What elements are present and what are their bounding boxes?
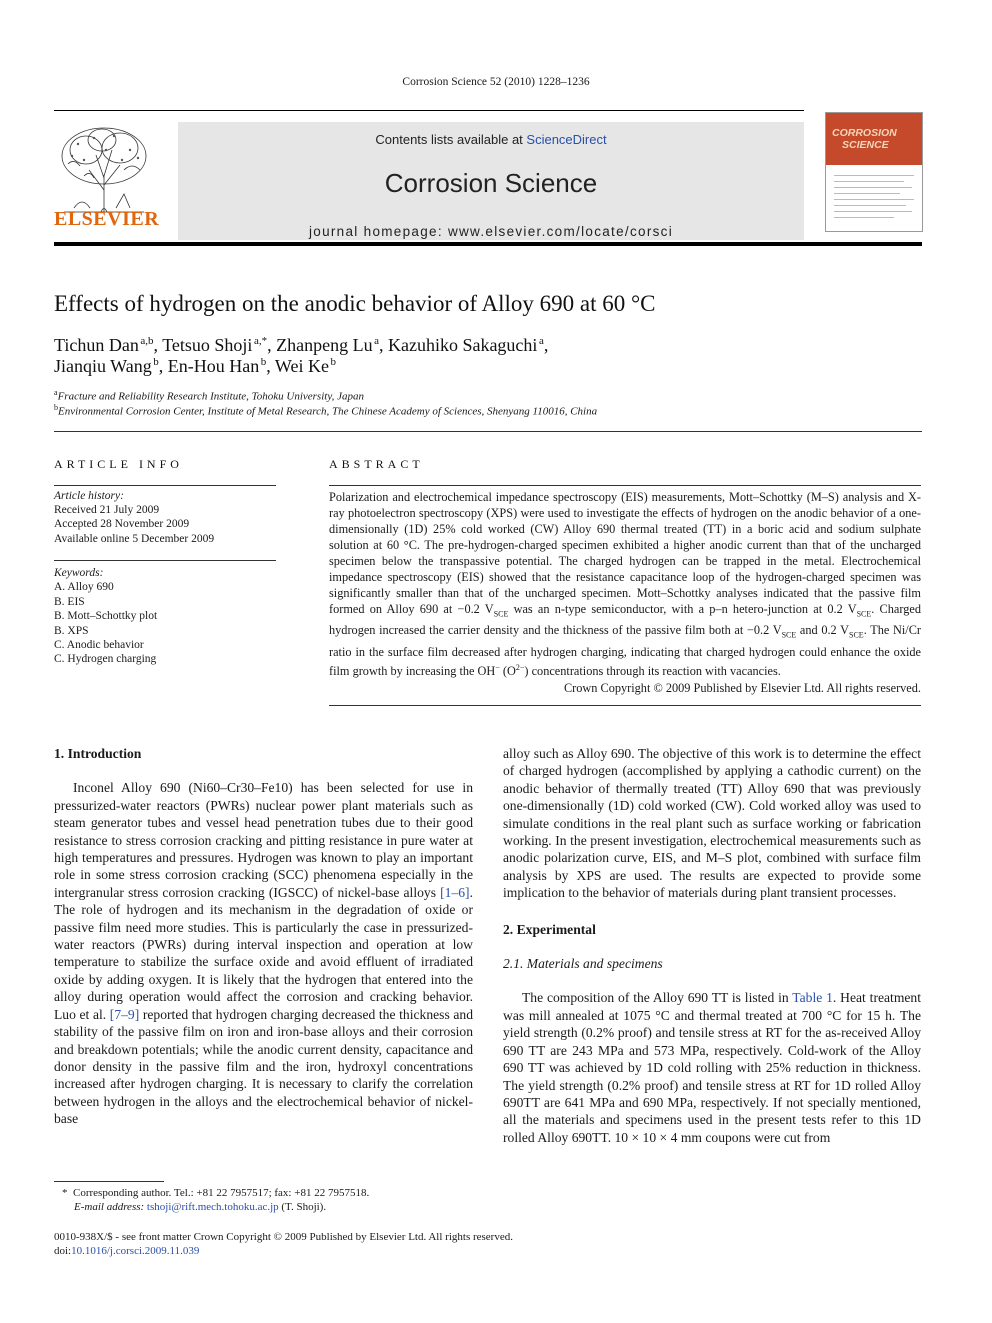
keyword: B. XPS — [54, 624, 89, 637]
cover-line — [834, 211, 912, 212]
author-name: En-Hou Han — [167, 356, 260, 376]
elsevier-logo-text: ELSEVIER — [54, 208, 160, 230]
citation-link[interactable]: [1–6] — [440, 884, 470, 900]
author-name: Wei Ke — [274, 356, 329, 376]
subscript-sce: SCE — [856, 609, 872, 619]
doi-link[interactable]: 10.1016/j.corsci.2009.11.039 — [71, 1245, 200, 1257]
author-name: Kazuhiko Sakaguchi — [387, 335, 538, 355]
homepage-prefix: journal homepage: — [308, 224, 448, 239]
keyword: B. EIS — [54, 595, 85, 608]
doi-label: doi: — [54, 1245, 72, 1257]
divider — [54, 485, 276, 486]
affiliation-mark: a — [54, 388, 58, 397]
subsection-heading: 2.1. Materials and specimens — [503, 956, 663, 972]
author-affil-mark[interactable]: a,b — [140, 335, 154, 347]
left-column — [54, 745, 473, 1128]
footnote-email-line — [54, 1200, 474, 1214]
divider — [329, 705, 921, 706]
cover-line — [834, 217, 894, 218]
author-name: Tetsuo Shoji — [162, 335, 253, 355]
author-line-2 — [54, 356, 336, 377]
affiliation-text: Fracture and Reliability Research Institute, Tohoku University, Japan — [57, 390, 364, 403]
cover-line — [834, 199, 914, 200]
subscript-sce: SCE — [849, 630, 864, 640]
header-banner — [178, 122, 804, 240]
abstract-copyright: Crown Copyright © 2009 Published by Elsevier Ltd. All rights reserved. — [563, 681, 921, 695]
divider — [329, 485, 921, 486]
article-info-heading: ARTICLE INFO — [54, 457, 183, 471]
abstract-segment: Polarization and electrochemical impedance spectroscopy (EIS) measurements, Mott–Schottky (M–S) analysis and X-ray photoelectron spectroscopy (XPS) were used to investigate the effects of hydrogen on the anodic behavior of a one-dimensionally (1D) 25% cold worked (CW) Alloy 690 thermal treated (TT) in a boric acid and sodium sulphate solution at 60 °C. The pre-hydrogen-charged specimen exhibited a higher anodic current than that of the uncharged specimen below the transpassive potential. The charged hydrogen can be trapped in the metal. Electrochemical impedance spectroscopy (EIS) showed that the resistance capacitance loop of the hydrogen-charged specimen was significantly smaller than that of the uncharged specimen. Mott–Schottky analyses indicated that the passive film formed on Alloy 690 at −0.2 V — [329, 490, 921, 616]
journal-name: Corrosion Science — [384, 168, 598, 198]
article-title: Effects of hydrogen on the anodic behavior of Alloy 690 at 60 °C — [54, 291, 656, 316]
keyword: C. Hydrogen charging — [54, 653, 157, 666]
paragraph-segment: . Heat treatment was mill annealed at 1075 °C and thermal treated at 700 °C for 15 h. The yield strength (0.2% proof) and tensile stress at RT for the as-received Alloy 690 TT are 243 MPa and 573 MPa, respectively. Cold-work of the Alloy 690 TT was achieved by 1D cold rolling with 25% reduction in thickness. The yield strength (0.2% proof) and tensile stress at RT for 1D rolled Alloy 690TT are 641 MPa and 690 MPa, respectively. If not specially mentioned, all the materials and specimens used in the present tests refer to this 1D rolled Alloy 690TT. 10 × 10 × 4 mm coupons were cut from — [503, 990, 921, 1145]
subscript-sce: SCE — [493, 609, 509, 619]
affiliation — [54, 388, 364, 403]
footnote-mark: * — [62, 1187, 68, 1199]
author-separator: , — [158, 356, 168, 376]
abstract-segment: . The Ni/Cr ratio in the surface film decreased after hydrogen charging, indicating that charged hydrogen could enhance the oxide film growth by increasing the OH — [329, 623, 921, 678]
page-footer — [54, 1230, 654, 1258]
journal-citation: Corrosion Science 52 (2010) 1228–1236 — [402, 76, 590, 88]
author-separator: , — [543, 335, 549, 355]
keyword: C. Anodic behavior — [54, 639, 144, 652]
abstract-segment: and 0.2 V — [796, 623, 850, 638]
author-name: Zhanpeng Lu — [276, 335, 373, 355]
abstract-segment: . Charged hydrogen increased the carrier density and the thickness of the passive film both at −0.2 V — [329, 602, 921, 638]
cover-line — [834, 205, 906, 206]
author-separator: , — [153, 335, 163, 355]
keyword: B. Mott–Schottky plot — [54, 610, 158, 623]
abstract-segment: was an n-type semiconductor, with a p–n hetero-junction at 0.2 V — [508, 602, 857, 616]
affiliation — [54, 403, 597, 418]
right-column — [503, 745, 921, 1146]
issn-copyright-line: 0010-938X/$ - see front matter Crown Copyright © 2009 Published by Elsevier Ltd. All rights reserved. — [54, 1231, 513, 1243]
cover-title-line2: SCIENCE — [842, 139, 889, 151]
abstract-segment: (O — [499, 664, 516, 678]
table-link[interactable]: Table 1 — [792, 990, 833, 1006]
author-name: Tichun Dan — [54, 335, 139, 355]
footnote-contact: Corresponding author. Tel.: +81 22 7957517; fax: +81 22 7957518. — [73, 1187, 370, 1199]
cover-line — [834, 193, 900, 194]
author-affil-mark[interactable]: a — [538, 335, 544, 347]
author-name: Jianqiu Wang — [54, 356, 152, 376]
cover-line — [834, 175, 914, 176]
keywords-list — [54, 566, 276, 667]
history-label: Article history: — [54, 490, 124, 502]
history-accepted: Accepted 28 November 2009 — [54, 518, 190, 531]
author-line-1 — [54, 335, 548, 356]
sciencedirect-link[interactable]: ScienceDirect — [526, 132, 607, 147]
keywords-label: Keywords: — [54, 567, 104, 579]
abstract-text — [329, 489, 921, 679]
header-bottom-rule — [54, 242, 922, 246]
email-label: E-mail address: — [74, 1201, 147, 1213]
journal-header — [54, 110, 922, 246]
cover-line — [834, 181, 904, 182]
paragraph-segment: reported that hydrogen charging decreased the thickness and stability of the passive film on iron and iron-base alloys and their corrosion and breakdown potentials; while the anodic current density, capacitance and donor density in the passive film and the iron, hydroxyl concentrations increased after hydrogen charging. It is necessary to clarify the correlation between hydrogen in the alloys and the electrochemical behavior of nickel-base — [54, 1006, 473, 1127]
author-separator: , — [266, 356, 275, 376]
header-top-rule — [54, 110, 804, 111]
intro-paragraph — [54, 779, 473, 1127]
email-suffix: (T. Shoji). — [278, 1201, 327, 1213]
contents-line — [178, 132, 804, 148]
subscript-sce: SCE — [781, 630, 797, 640]
author-affil-mark[interactable]: a — [374, 335, 379, 347]
footnote-rule — [54, 1181, 164, 1182]
journal-cover-thumbnail — [825, 112, 923, 232]
abstract-heading: ABSTRACT — [329, 457, 424, 471]
doi-line — [54, 1244, 654, 1258]
email-link[interactable]: tshoji@rift.mech.tohoku.ac.jp — [146, 1201, 279, 1213]
paragraph-segment: Inconel Alloy 690 (Ni60–Cr30–Fe10) has been selected for use in pressurized-water reactors (PWRs) nuclear power plant materials such as steam generator tubes and vessel head penetration tubes due to their good resistance to stress corrosion cracking and pitting resistance in pure water at high temperatures and pressures. Hydrogen was known to play an important role in some stress corrosion cracking (SCC) phenomena especially in the intergranular stress corrosion cracking (IGSCC) of nickel-base alloys — [54, 780, 473, 900]
experimental-paragraph — [503, 989, 921, 1146]
superscript: 2− — [515, 662, 525, 672]
intro-paragraph-continued: alloy such as Alloy 690. The objective of this work is to determine the effect of charged hydrogen (accomplished by applying a cathodic current) on the anodic behavior of thermally treated (TT) Alloy 690 that was previously one-dimensionally (1D) cold worked (CW). Cold worked alloy was used to simulate conditions in the real plant such as surface working or fabrication working. In the present investigation, electrochemical measurements such as anodic polarization curve, EIS, and M–S plot, combined with surface film analysis by XPS are used. The results are expected to provide some implication to the behavior of materials during plant transient processes. — [503, 746, 921, 901]
history-received: Received 21 July 2009 — [54, 504, 160, 517]
cover-title — [832, 127, 897, 151]
affiliation-mark: b — [54, 403, 58, 412]
divider — [54, 560, 276, 561]
contents-prefix: Contents lists available at — [375, 132, 527, 147]
section-heading-introduction: 1. Introduction — [54, 746, 142, 761]
author-separator: , — [378, 335, 388, 355]
author-separator: , — [267, 335, 277, 355]
cover-line — [834, 187, 912, 188]
affiliation-text: Environmental Corrosion Center, Institute of Metal Research, The Chinese Academy of Sciences, Shenyang 110016, China — [58, 405, 598, 418]
history-online: Available online 5 December 2009 — [54, 532, 215, 545]
citation-link[interactable]: [7–9] — [109, 1006, 140, 1022]
footnote-line — [54, 1186, 474, 1200]
author-affil-mark[interactable]: b — [153, 356, 159, 368]
homepage-url[interactable]: www.elsevier.com/locate/corsci — [447, 224, 674, 239]
section-heading-experimental: 2. Experimental — [503, 921, 596, 937]
author-affil-mark[interactable]: b — [330, 356, 336, 368]
cover-title-line1: CORROSION — [832, 127, 897, 139]
paragraph-segment: The composition of the Alloy 690 TT is listed in — [522, 990, 793, 1006]
journal-homepage — [178, 224, 804, 239]
superscript: − — [495, 662, 500, 672]
corresponding-author-footnote — [54, 1186, 474, 1214]
abstract-segment: ) concentrations through its reaction with vacancies. — [524, 664, 781, 678]
article-history — [54, 489, 276, 546]
author-affil-mark[interactable]: a,* — [253, 335, 268, 347]
keyword: A. Alloy 690 — [54, 581, 114, 594]
paragraph-segment: . The role of hydrogen and its mechanism in the degradation of oxide or passive film need more studies. This is particularly the case in pressurized-water reactors (PWRs) during interval inspection and operation at low temperature to stabilize the surface oxide and avoid effluent of irradiated oxide by adding oxygen. It is likely that the hydrogen that entered into the alloy during operation would affect the corrosion and cracking behavior. Luo et al. — [54, 884, 473, 1022]
divider — [54, 431, 922, 432]
author-affil-mark[interactable]: b — [260, 356, 267, 368]
